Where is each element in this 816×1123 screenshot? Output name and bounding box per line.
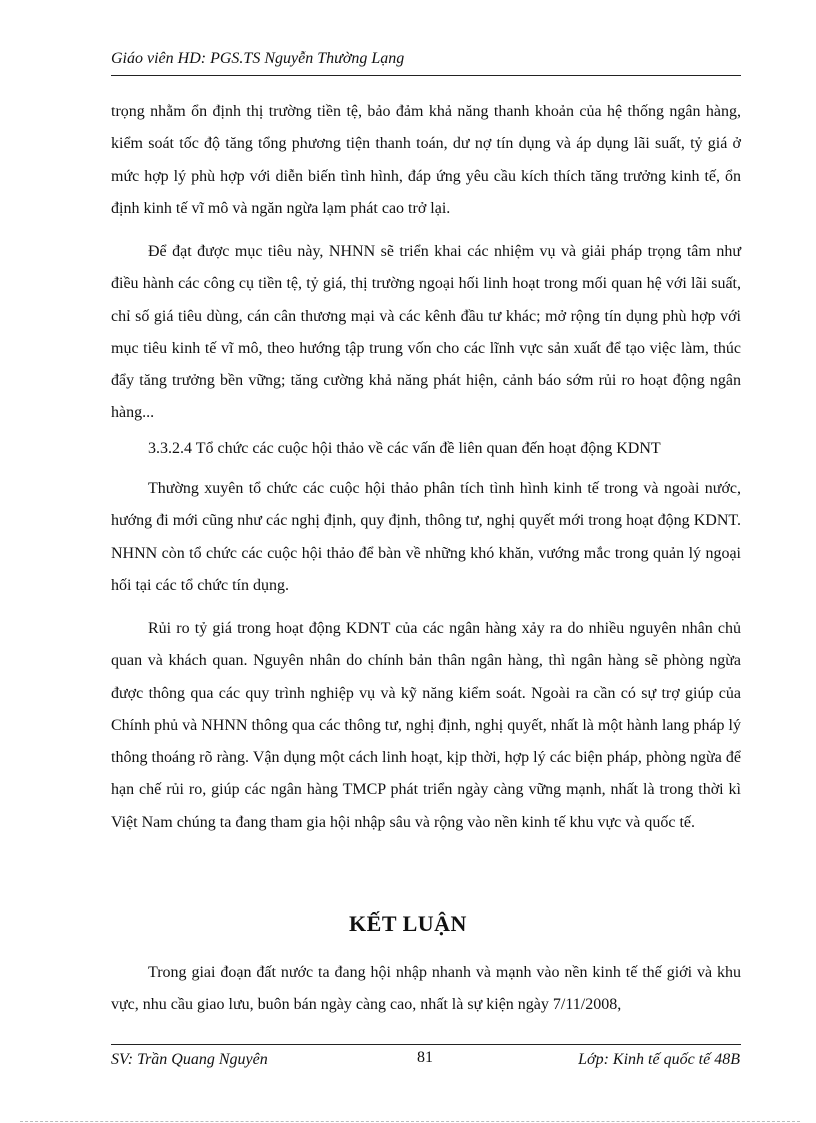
footer-class: Lớp: Kinh tế quốc tế 48B bbox=[578, 1051, 740, 1068]
page-number: 81 bbox=[417, 1049, 433, 1066]
paragraph-2: Để đạt được mục tiêu này, NHNN sẽ triển khai các nhiệm vụ và giải pháp trọng tâm như điều hành các công cụ tiền tệ, tỷ giá, thị trường ngoại hối linh hoạt trong mối quan hệ với lãi suất, chỉ số giá tiêu dùng, cán cân thương mại và các kênh đầu tư khác; mở rộng tín dụng phù hợp với mục tiêu kinh tế vĩ mô, theo hướng tập trung vốn cho các lĩnh vực sản xuất để tạo việc làm, thúc đẩy tăng trưởng bền vững; tăng cường khả năng phát hiện, cảnh báo sớm rủi ro hoạt động ngân hàng... bbox=[111, 243, 741, 422]
conclusion-title: KẾT LUẬN bbox=[349, 911, 467, 936]
page-edge bbox=[20, 1121, 800, 1122]
paragraph-1: trọng nhằm ổn định thị trường tiền tệ, bảo đảm khả năng thanh khoản của hệ thống ngân hàng, kiểm soát tốc độ tăng tổng phương tiện thanh toán, dư nợ tín dụng và áp dụng lãi suất, tỷ giá ở mức hợp lý phù hợp với diễn biến tình hình, đáp ứng yêu cầu kích thích tăng trưởng kinh tế, ổn định kinh tế vĩ mô và ngăn ngừa lạm phát cao trở lại. bbox=[111, 103, 741, 217]
paragraph-4: Rủi ro tỷ giá trong hoạt động KDNT của các ngân hàng xảy ra do nhiều nguyên nhân chủ quan và khách quan. Nguyên nhân do chính bản thân ngân hàng, thì ngân hàng sẽ phòng ngừa được thông qua các quy trình nghiệp vụ và kỹ năng kiểm soát. Ngoài ra cần có sự trợ giúp của Chính phủ và NHNN thông qua các thông tư, nghị định, nghị quyết, nhất là một hành lang pháp lý thông thoáng rõ ràng. Vận dụng một cách linh hoạt, kịp thời, hợp lý các biện pháp, phòng ngừa để hạn chế rủi ro, giúp các ngân hàng TMCP phát triển ngày càng vững mạnh, nhất là trong thời kì Việt Nam chúng ta đang tham gia hội nhập sâu và rộng vào nền kinh tế khu vực và quốc tế. bbox=[111, 620, 741, 831]
page-header: Giáo viên HD: PGS.TS Nguyễn Thường Lạng bbox=[111, 50, 405, 67]
paragraph-5: Trong giai đoạn đất nước ta đang hội nhập nhanh và mạnh vào nền kinh tế thế giới và khu vực, nhu cầu giao lưu, buôn bán ngày càng cao, nhất là sự kiện ngày 7/11/2008, bbox=[111, 964, 741, 1014]
section-heading: 3.3.2.4 Tổ chức các cuộc hội thảo về các vấn đề liên quan đến hoạt động KDNT bbox=[148, 440, 661, 457]
footer-student: SV: Trần Quang Nguyên bbox=[111, 1051, 268, 1068]
paragraph-3: Thường xuyên tổ chức các cuộc hội thảo phân tích tình hình kinh tế trong và ngoài nước, hướng đi mới cũng như các nghị định, quy định, thông tư, nghị quyết mới trong hoạt động KDNT. NHNN còn tổ chức các cuộc hội thảo để bàn về những khó khăn, vướng mắc trong quản lý ngoại hối tại các tổ chức tín dụng. bbox=[111, 480, 741, 594]
footer-divider bbox=[111, 1044, 741, 1045]
header-divider bbox=[111, 75, 741, 76]
